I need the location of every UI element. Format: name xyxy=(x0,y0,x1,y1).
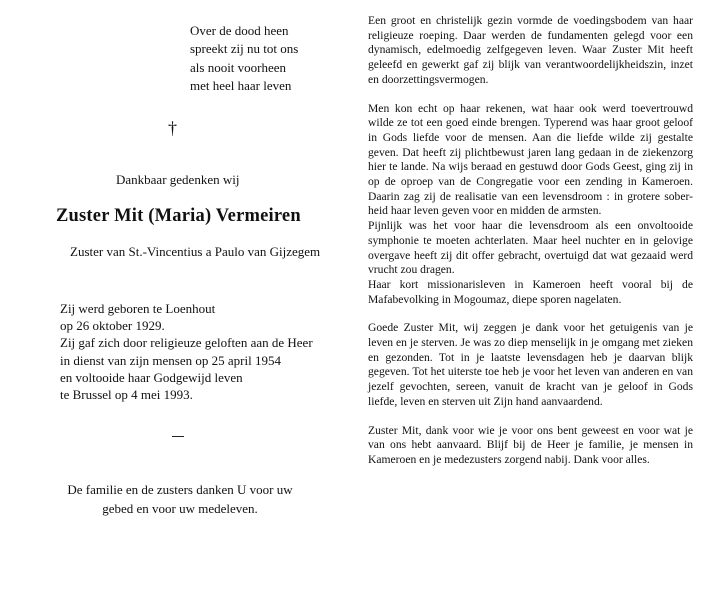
right-panel xyxy=(368,14,693,468)
poem-line: Over de dood heen xyxy=(190,23,289,38)
thanks-line: gebed en voor uw medeleven. xyxy=(102,501,258,516)
bio-line: Zij gaf zich door religieuze geloften aan de Heer xyxy=(60,335,313,351)
paragraph: Goede Zuster Mit, wij zeggen je dank voor het getuigenis van je leven en je sterven. Je was zo diep menselijk in je omgang met zieken en gezonden. Tot in je laatste levensdagen heb je daarvan blijk gegeven. Tot het uiterste toe heb je voor het leven van anderen en van jezelf gevochten, sereen, vanuit de kracht van je geloof in Gods liefde, leven en sterven uit Zijn hand aanvaardend. xyxy=(368,321,693,408)
biography xyxy=(60,300,313,403)
left-panel xyxy=(0,0,350,589)
congregation-line: Zuster van St.-Vincentius a Paulo van Gijzegem xyxy=(70,244,321,259)
poem-line: als nooit voorheen xyxy=(190,59,287,75)
bio-line: in dienst van zijn mensen op 25 april 1954 xyxy=(60,352,281,368)
thanks-message xyxy=(44,480,316,518)
bio-line: en voltooide haar Godgewijd leven xyxy=(60,369,243,385)
paragraph: Haar kort missionarisleven in Kameroen heeft vooral bij de Mafabevolking in Mogoumaz, diepe sporen nagelaten. xyxy=(368,277,693,306)
divider xyxy=(172,436,184,437)
poem-line: spreekt zij nu tot ons xyxy=(190,41,299,57)
bio-line: op 26 oktober 1929. xyxy=(60,318,165,334)
cross-icon: † xyxy=(168,118,177,138)
poem xyxy=(190,22,298,96)
bio-line: Zij werd geboren te Loenhout xyxy=(60,301,216,316)
poem-line: met heel haar leven xyxy=(190,78,292,94)
bio-line: te Brussel op 4 mei 1993. xyxy=(60,387,193,403)
deceased-name: Zuster Mit (Maria) Vermeiren xyxy=(56,206,301,226)
paragraph: Zuster Mit, dank voor wie je voor ons bent geweest en voor wat je van ons hebt aanvaard. Blijf bij de Heer je familie, je mensen in Kameroen en je medezusters zorgend nabij. Dank voor alles. xyxy=(368,423,693,466)
paragraph: Een groot en christelijk gezin vormde de voedingsbodem van haar religieuze roeping. Daar werden de fundamenten gelegd voor een dynamisch, edelmoedig zelfgegeven leven. Waar Zuster Mit heeft geleefd en gewerkt gaf zij blijk van verantwoordelijkheidszin, inzet en doorzettingsvermogen. xyxy=(368,14,693,86)
paragraph: Pijnlijk was het voor haar die levensdroom als een onvoltooide symphonie te moeten achterlaten. Maar heel nuchter en in gelovige overgave heeft zij dit offer gebracht, overtuigd dat wat gezaaid werd vrucht zou dragen. xyxy=(368,219,693,277)
thanks-line: De familie en de zusters danken U voor uw xyxy=(67,482,293,497)
dankbaar-heading: Dankbaar gedenken wij xyxy=(116,172,240,187)
paragraph: Men kon echt op haar rekenen, wat haar ook werd toevertrouwd wilde ze tot een goed einde brengen. Typerend was haar groot geloof in Gods liefde voor de mensen. Aan die liefde wilde zij gestalte geven. Dat heeft zij plichtbewust jaren lang gedaan in de ziekenzorg hier te lande. Na wijs beraad en gestuwd door Gods Geest, ging zij in op de oproep van de Congregatie voor een zending in Kameroen. Daarin zag zij de realisatie van een levensdroom : in grotere sober-heid haar leven geven voor en midden de armsten. xyxy=(368,101,693,218)
